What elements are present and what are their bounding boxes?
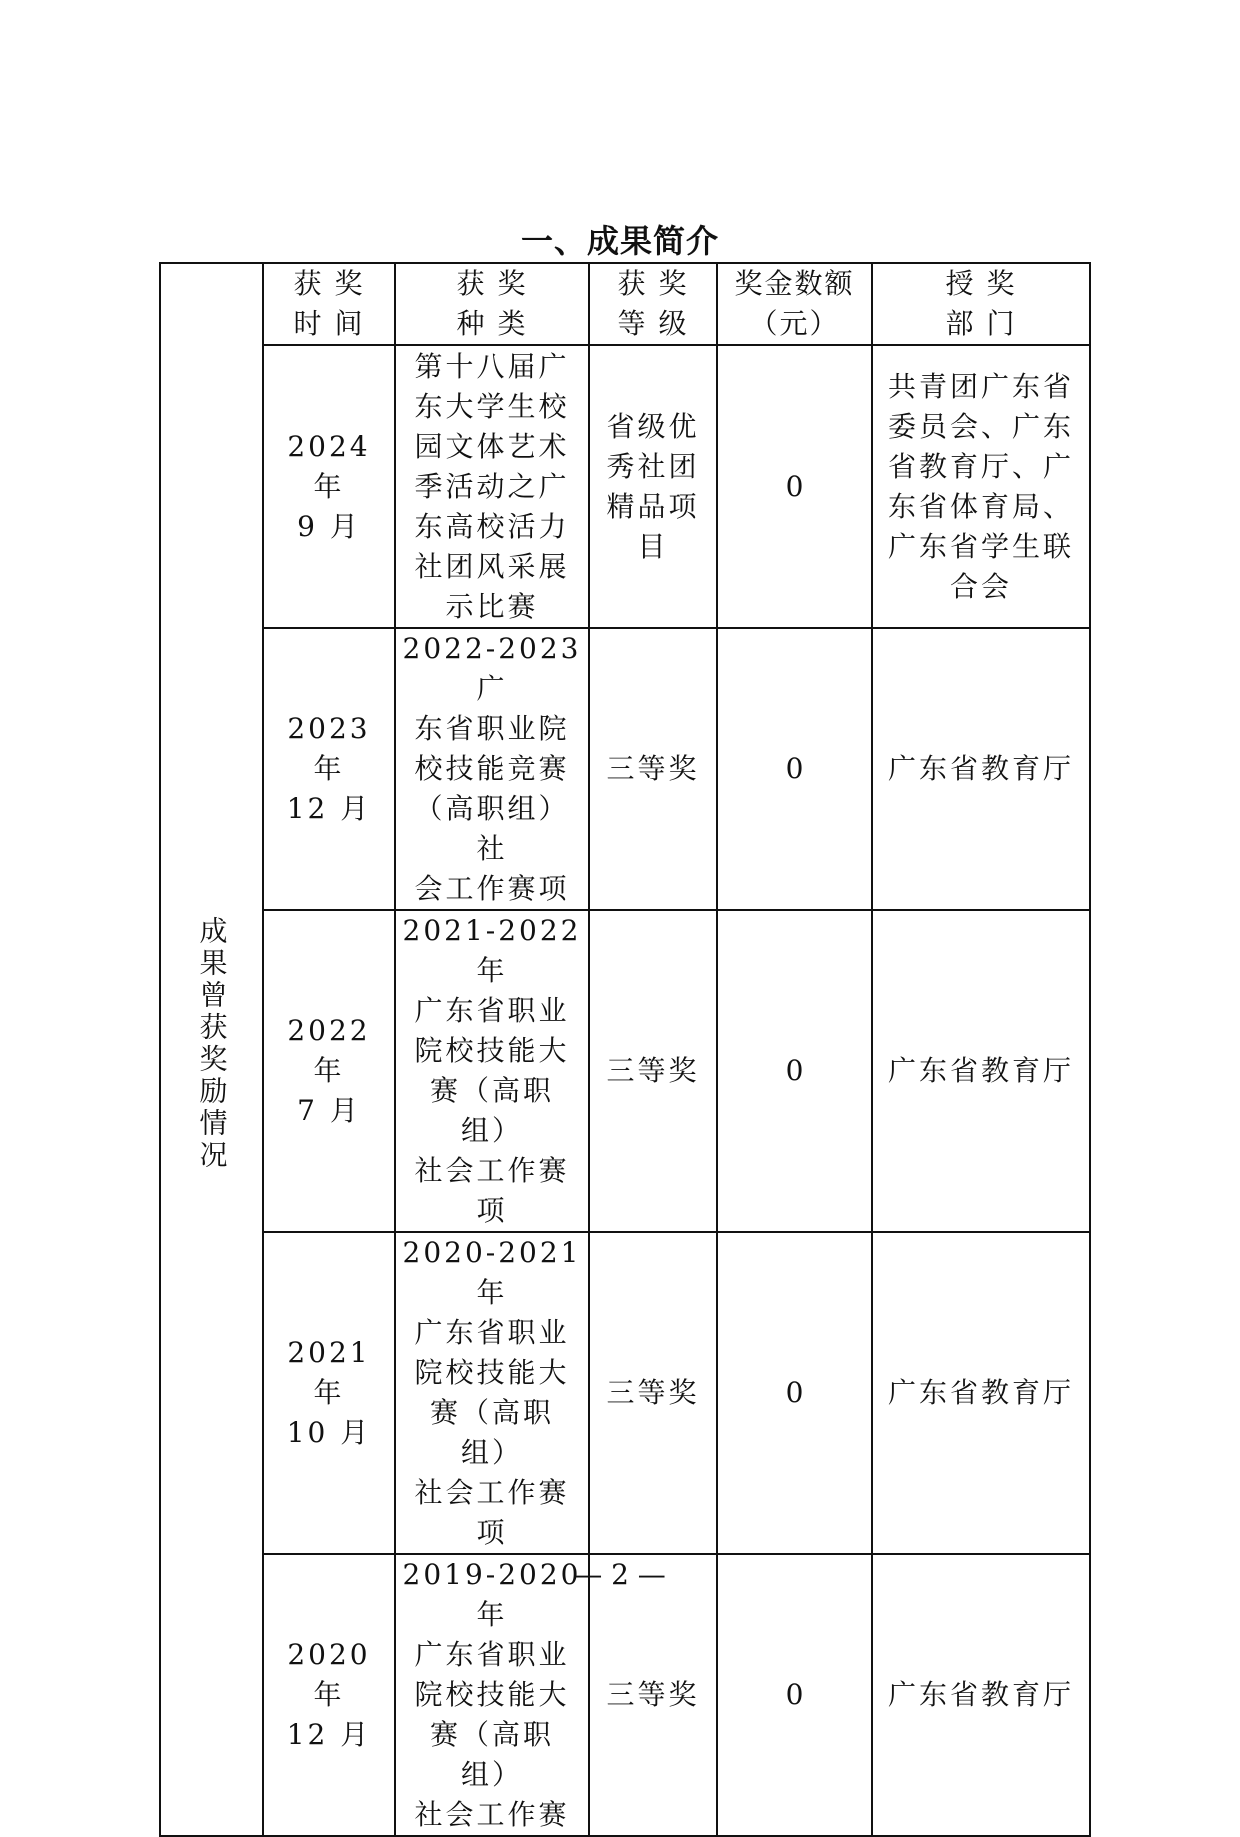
header-category: 获 奖 种 类 — [395, 263, 589, 345]
award-time: 2021 年 10 月 — [263, 1232, 395, 1554]
award-category: 2021-2022 年 广东省职业 院校技能大 赛（高职组） 社会工作赛 项 — [395, 910, 589, 1232]
award-time: 2024 年 9 月 — [263, 345, 395, 628]
side-label: 成果曾获奖励情况 — [195, 916, 229, 1172]
table-row — [160, 1232, 1090, 1554]
award-amount: 0 — [717, 1554, 872, 1836]
award-category: 2019-2020 年 广东省职业 院校技能大 赛（高职组） 社会工作赛 — [395, 1554, 589, 1836]
header-row — [160, 263, 1090, 345]
award-department: 广东省教育厅 — [872, 910, 1090, 1232]
header-amount: 奖金数额 （元） — [717, 263, 872, 345]
table-row — [160, 345, 1090, 628]
header-time: 获 奖 时 间 — [263, 263, 395, 345]
award-level: 三等奖 — [589, 1232, 717, 1554]
award-time: 2023 年 12 月 — [263, 628, 395, 910]
award-amount: 0 — [717, 345, 872, 628]
award-department: 共青团广东省 委员会、广东 省教育厅、广 东省体育局、 广东省学生联 合会 — [872, 345, 1090, 628]
table-row — [160, 910, 1090, 1232]
award-time: 2020 年 12 月 — [263, 1554, 395, 1836]
section-title: 一、成果简介 — [520, 222, 719, 260]
award-department: 广东省教育厅 — [872, 1232, 1090, 1554]
award-level: 三等奖 — [589, 628, 717, 910]
award-department: 广东省教育厅 — [872, 628, 1090, 910]
award-amount: 0 — [717, 1232, 872, 1554]
awards-table — [159, 262, 1091, 1837]
award-level: 三等奖 — [589, 910, 717, 1232]
side-label-cell — [160, 263, 263, 1836]
award-category: 第十八届广 东大学生校 园文体艺术 季活动之广 东高校活力 社团风采展 示比赛 — [395, 345, 589, 628]
award-department: 广东省教育厅 — [872, 1554, 1090, 1836]
award-level: 省级优 秀社团 精品项 目 — [589, 345, 717, 628]
award-level: 三等奖 — [589, 1554, 717, 1836]
award-time: 2022 年 7 月 — [263, 910, 395, 1232]
table-row — [160, 628, 1090, 910]
award-amount: 0 — [717, 628, 872, 910]
header-department: 授 奖 部 门 — [872, 263, 1090, 345]
page-number: — 2 — — [574, 1558, 666, 1591]
award-category: 2020-2021 年 广东省职业 院校技能大 赛（高职组） 社会工作赛 项 — [395, 1232, 589, 1554]
header-level: 获 奖 等 级 — [589, 263, 717, 345]
award-category: 2022-2023 广 东省职业院 校技能竞赛 （高职组）社 会工作赛项 — [395, 628, 589, 910]
award-amount: 0 — [717, 910, 872, 1232]
table-row — [160, 1554, 1090, 1836]
